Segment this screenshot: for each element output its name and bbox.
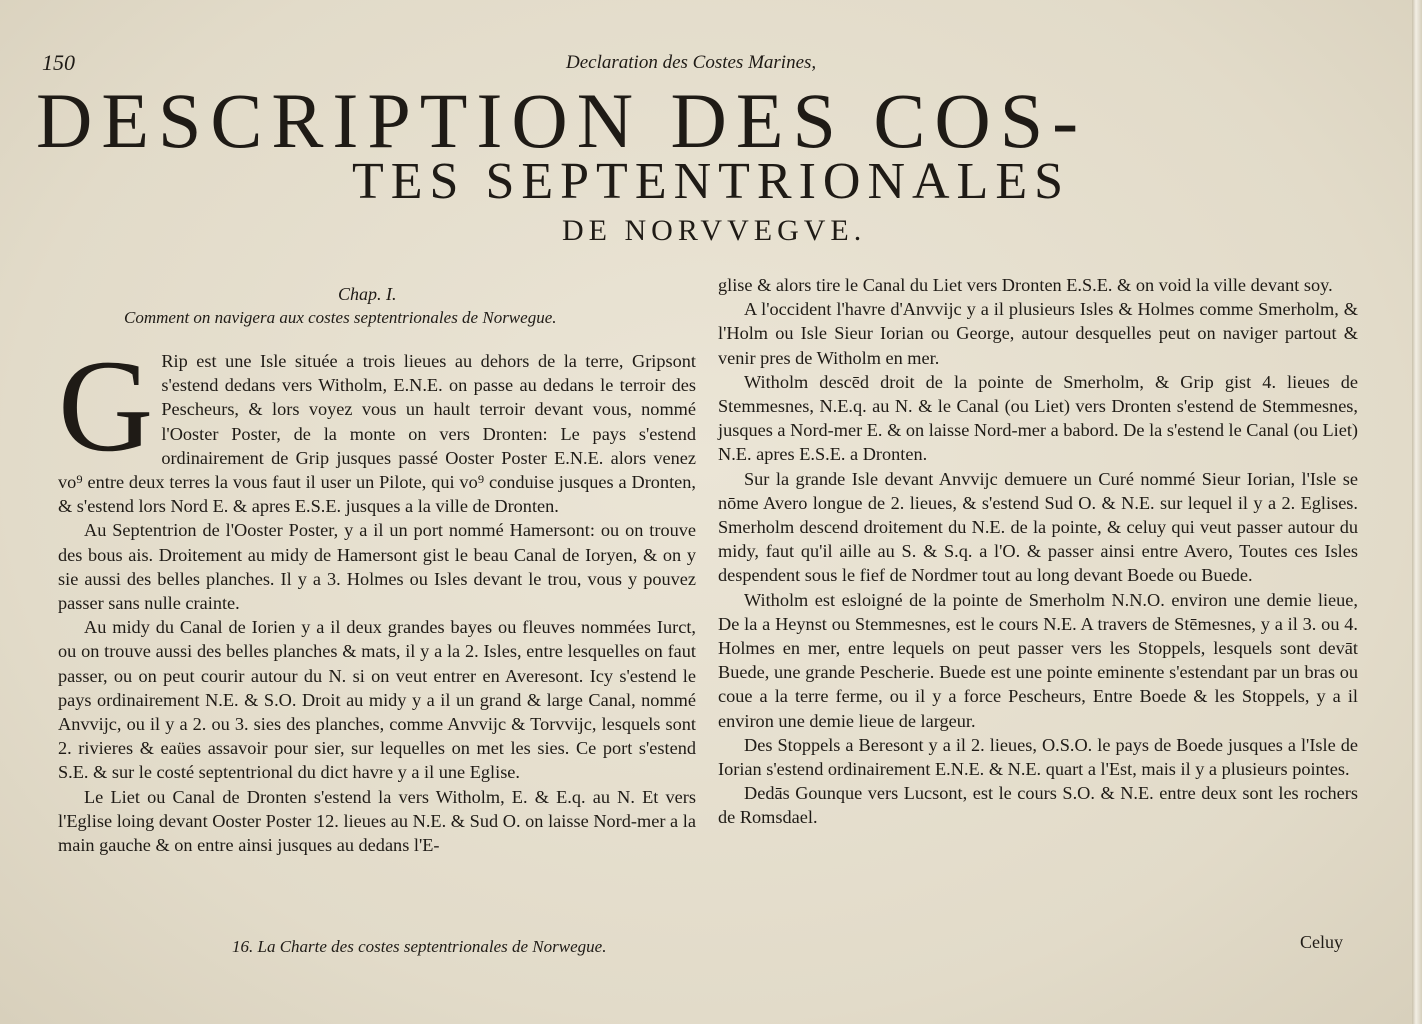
paragraph — [58, 332, 696, 518]
paragraph-text: Rip est une Isle située a trois lieues au dehors de la terre, Gripsont s'estend dedans vers Witholm, E.N.E. on passe au dedans le terroir des Pescheurs, & lors voyez vous un hault terroir devant vous, nommé l'Ooster Poster, de la monte on vers Dronten: Le pays s'estend ordinairement de Grip jusques passé Ooster Poster E.N.E. alors venez vo⁹ entre deux terres la vous faut il user un Pilote, qui vo⁹ conduise jusques a Dronten, & s'estend lors Nord E. & apres E.S.E. jusques a la ville de Dronten. — [58, 351, 696, 517]
page-header — [42, 50, 842, 80]
paragraph: Des Stoppels a Beresont y a il 2. lieues, O.S.O. le pays de Boede jusques a l'Isle de Iorian s'estend ordinairement E.N.E. & N.E. quart a l'Est, mais il y a plusieurs pointes. — [718, 734, 1358, 780]
title-line-3: DE NORVVEGVE. — [562, 214, 867, 247]
paragraph: glise & alors tire le Canal du Liet vers Dronten E.S.E. & on void la ville devant soy. — [718, 275, 1333, 295]
right-column — [718, 273, 1358, 830]
title-line-1: DESCRIPTION DES COS- — [36, 77, 1088, 164]
paragraph: Le Liet ou Canal de Dronten s'estend la vers Witholm, E. & E.q. au N. Et vers l'Eglise loing devant Ooster Poster 12. lieues au N.E. & Sud O. on laisse Nord-mer a la main gauche & on entre ainsi jusques au dedans l'E- — [58, 786, 696, 856]
page-number: 150 — [42, 50, 75, 75]
paragraph: Witholm descēd droit de la pointe de Smerholm, & Grip gist 4. lieues de Stemmesnes, N.E.q. au N. & le Canal (ou Liet) vers Dronten s'estend de Stemmesnes, jusques a Nord-mer E. & on laisse Nord-mer a babord. De la s'estend le Canal (ou Liet) N.E. apres E.S.E. a Dronten. — [718, 371, 1358, 465]
paragraph: A l'occident l'havre d'Anvvijc y a il plusieurs Isles & Holmes comme Smerholm, & l'Holm ou Isle Sieur Iorian ou George, autour desquelles peut on naviger partout & venir pres de Witholm en mer. — [718, 299, 1358, 368]
running-head: Declaration des Costes Marines, — [566, 52, 817, 73]
drop-cap: G — [58, 332, 154, 479]
left-column — [58, 332, 696, 857]
paragraph: Sur la grande Isle devant Anvvijc demuere un Curé nommé Sieur Iorian, l'Isle se nōme Avero longue de 2. lieues, & s'estend Sud O. & N.E. sur lequel il y a 2. Eglises. Smerholm descend droitement du N.E. de la pointe, & celuy qui veut passer autour du midy, faut qu'il aille au S. & S.q. a l'O. & passer ainsi entre Avero, Toutes ces Isles despendent sous le fief de Nordmer tout au long devant Boede ou Buede. — [718, 468, 1358, 586]
paragraph: Witholm est esloigné de la pointe de Smerholm N.N.O. environ une demie lieue, De la a Heynst ou Stemmesnes, est le cours N.E. A travers de Stēmesnes, y a il 3. ou 4. Holmes en mer, entre lequels on peut passer vers les Stoppels, lesquels sont devāt Buede, une grande Pescherie. Buede est une pointe eminente s'estendant par un bras ou coue a la terre ferme, ou il y a force Pescheurs, Entre Boede & les Stoppels, y a il environ une demie lieue de largeur. — [718, 589, 1358, 731]
footer-note: 16. La Charte des costes septentrionales de Norwegue. — [232, 937, 607, 956]
page-edge — [1412, 0, 1422, 1024]
catchword: Celuy — [1300, 932, 1343, 952]
chapter-title: Comment on navigera aux costes septentrionales de Norwegue. — [124, 308, 557, 327]
paragraph: Au Septentrion de l'Ooster Poster, y a il un port nommé Hamersont: ou on trouve des bous ais. Droitement au midy de Hamersont gist le beau Canal de Ioryen, & on y sie aussi des belles planches. Il y a 3. Holmes ou Isles devant le trou, vous y pouvez passer sans nulle crainte. — [58, 520, 696, 614]
title-line-2: TES SEPTENTRIONALES — [352, 153, 1070, 210]
chapter-number: Chap. I. — [338, 284, 397, 304]
paragraph: Au midy du Canal de Iorien y a il deux grandes bayes ou fleuves nommées Iurct, ou on trouve aussi des belles planches & mats, il y a la 2. Isles, entre lesquelles on faut passer, ou on peut courir autour du N. si on veut entrer en Averesont. Icy s'estend le pays ordinairement N.E. & S.O. Droit au midy y a il un grand & large Canal, nommé Anvvijc, ou il y a 2. ou 3. sies des planches, comme Anvvijc & Torvvijc, lesquels sont 2. rivieres & eaües assavoir pour sier, sur lequelles on met les sies. Ce port s'estend S.E. & sur le costé septentrional du dict havre y a il une Eglise. — [58, 617, 696, 783]
paragraph: Dedās Gounque vers Lucsont, est le cours S.O. & N.E. entre deux sont les rochers de Romsdael. — [718, 783, 1358, 828]
